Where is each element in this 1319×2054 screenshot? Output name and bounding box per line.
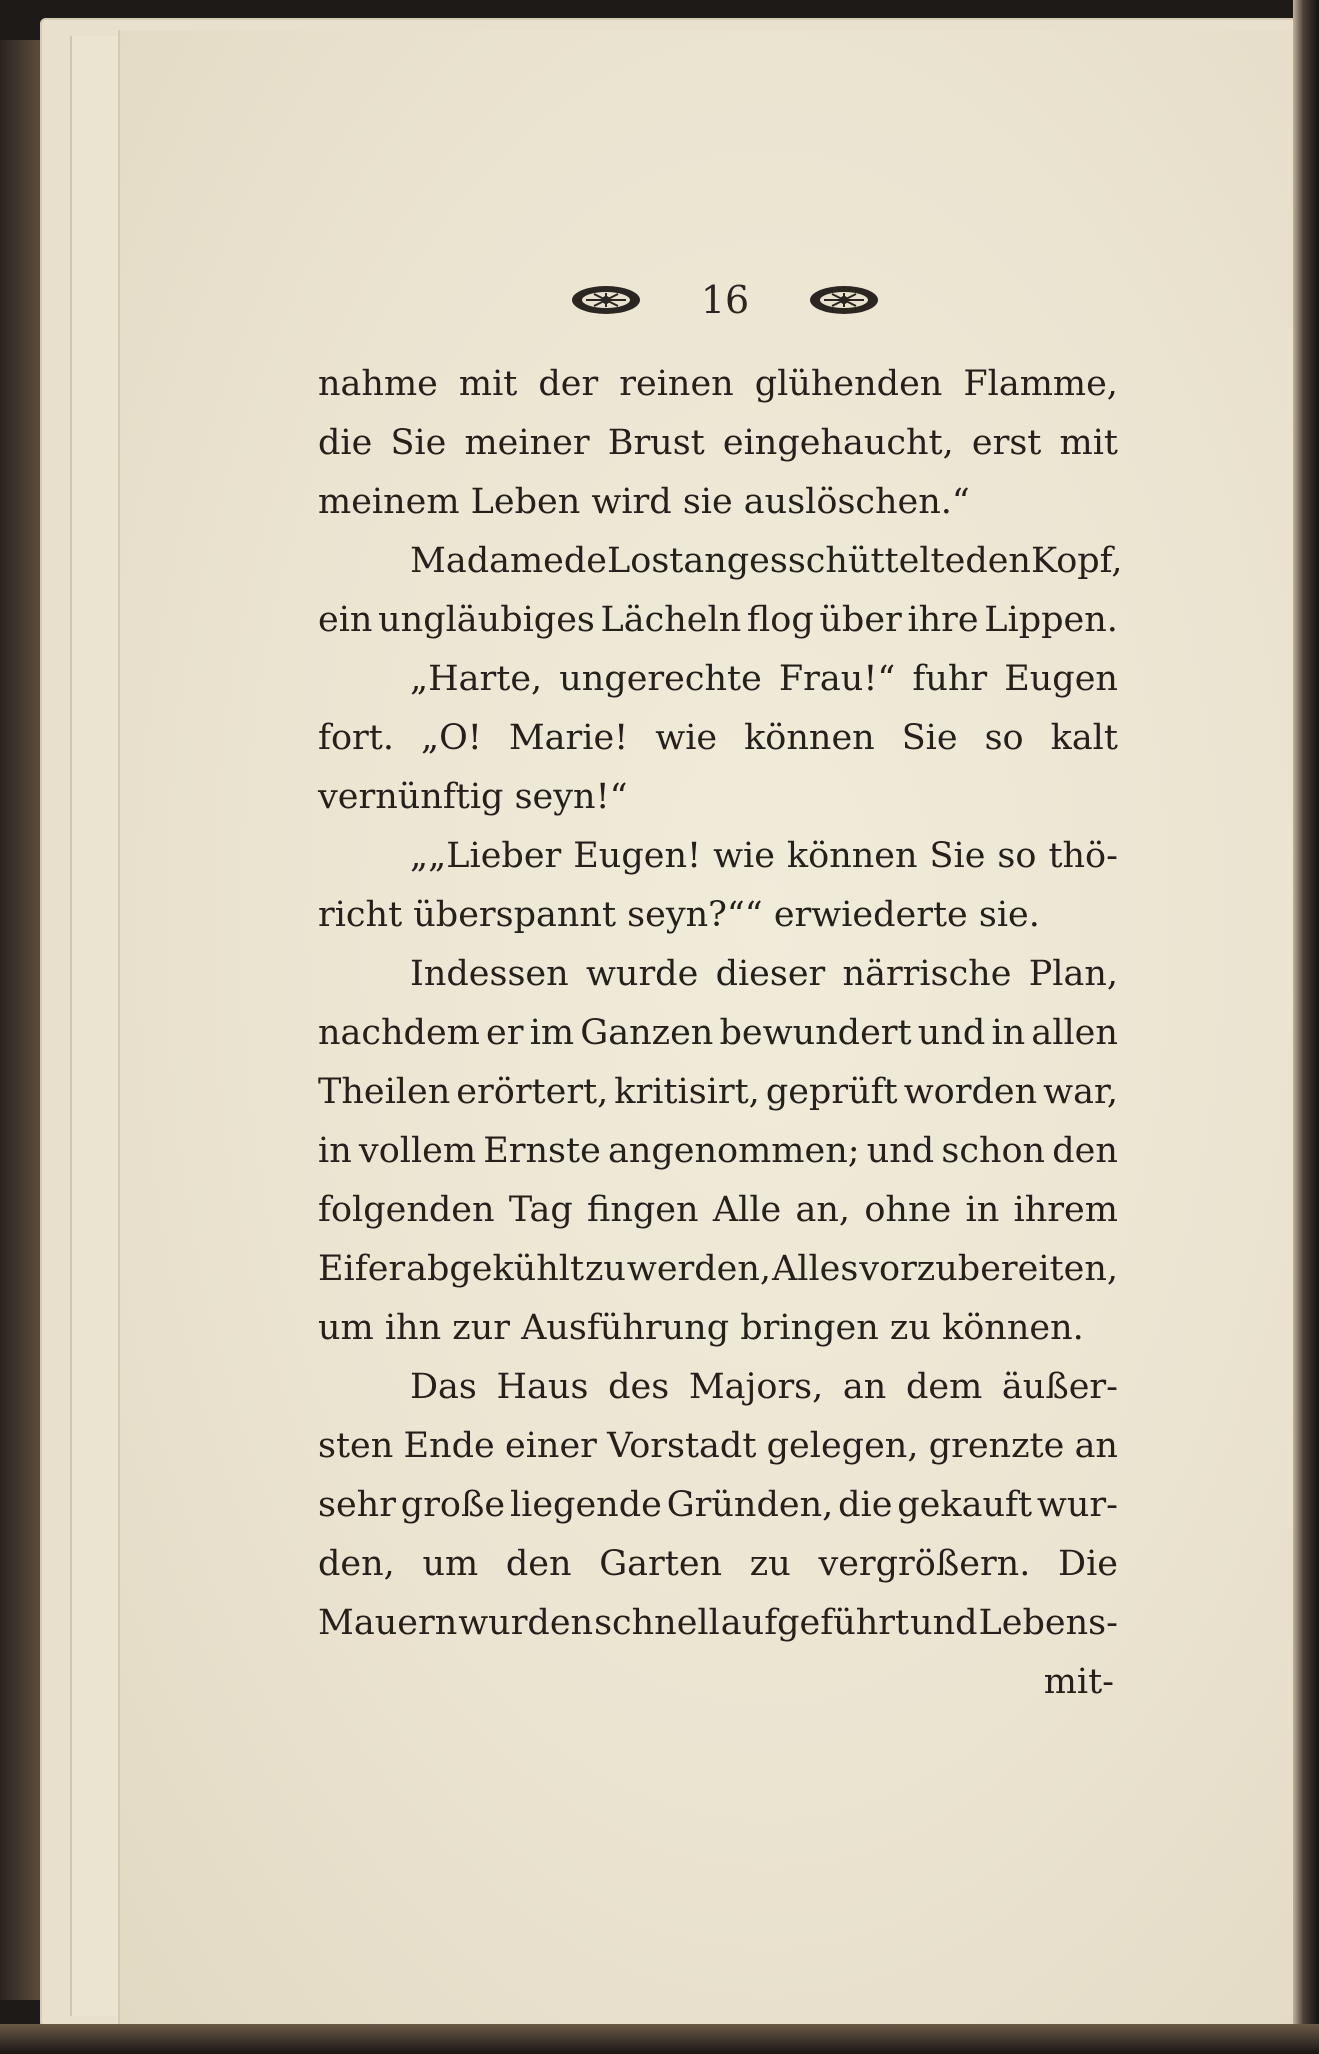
text-line: richt überspannt seyn?““ erwiederte sie. — [318, 895, 1040, 935]
page-header — [570, 275, 880, 325]
flower-ornament-right-icon — [808, 283, 880, 317]
text-line: nachdem er im Ganzen bewundert und in allen — [318, 1013, 1118, 1053]
catchword: mit- — [1043, 1662, 1114, 1702]
text-line: vernünftig seyn!“ — [318, 777, 628, 817]
text-line: folgenden Tag fingen Alle an, ohne in ihrem — [318, 1190, 1118, 1230]
text-line: ein ungläubiges Lächeln flog über ihre Lippen. — [318, 600, 1118, 640]
text-line: „Harte, ungerechte Frau!“ fuhr Eugen — [410, 659, 1118, 699]
text-line: Indessen wurde dieser närrische Plan, — [410, 954, 1118, 994]
text-line: die Sie meiner Brust eingehaucht, erst mit — [318, 423, 1118, 463]
text-line: Das Haus des Majors, an dem äußer- — [410, 1367, 1118, 1407]
page-number: 16 — [700, 278, 750, 322]
text-line: in vollem Ernste angenommen; und schon den — [318, 1131, 1118, 1171]
text-line: sten Ende einer Vorstadt gelegen, grenzte an — [318, 1426, 1118, 1466]
text-line: „„Lieber Eugen! wie können Sie so thö- — [410, 836, 1118, 876]
flower-ornament-left-icon — [570, 283, 642, 317]
text-line: Theilen erörtert, kritisirt, geprüft worden war, — [318, 1072, 1118, 1112]
body-text — [318, 355, 1123, 1712]
book-bottom-edge — [0, 2024, 1319, 2054]
text-line: nahme mit der reinen glühenden Flamme, — [318, 364, 1118, 404]
text-line: meinem Leben wird sie auslöschen.“ — [318, 482, 970, 522]
text-line: sehr große liegende Gründen, die gekauft wur- — [318, 1485, 1118, 1525]
text-line: Mauern wurden schnell aufgeführt und Lebens- — [318, 1603, 1118, 1643]
text-line: Madame de Lostanges schüttelte den Kopf, — [410, 541, 1123, 581]
text-line: Eifer abgekühlt zu werden, Alles vorzubereiten, — [318, 1249, 1118, 1289]
text-line: fort. „O! Marie! wie können Sie so kalt — [318, 718, 1118, 758]
text-line: den, um den Garten zu vergrößern. Die — [318, 1544, 1118, 1584]
text-line: um ihn zur Ausführung bringen zu können. — [318, 1308, 1084, 1348]
book-right-edge — [1293, 0, 1319, 2054]
